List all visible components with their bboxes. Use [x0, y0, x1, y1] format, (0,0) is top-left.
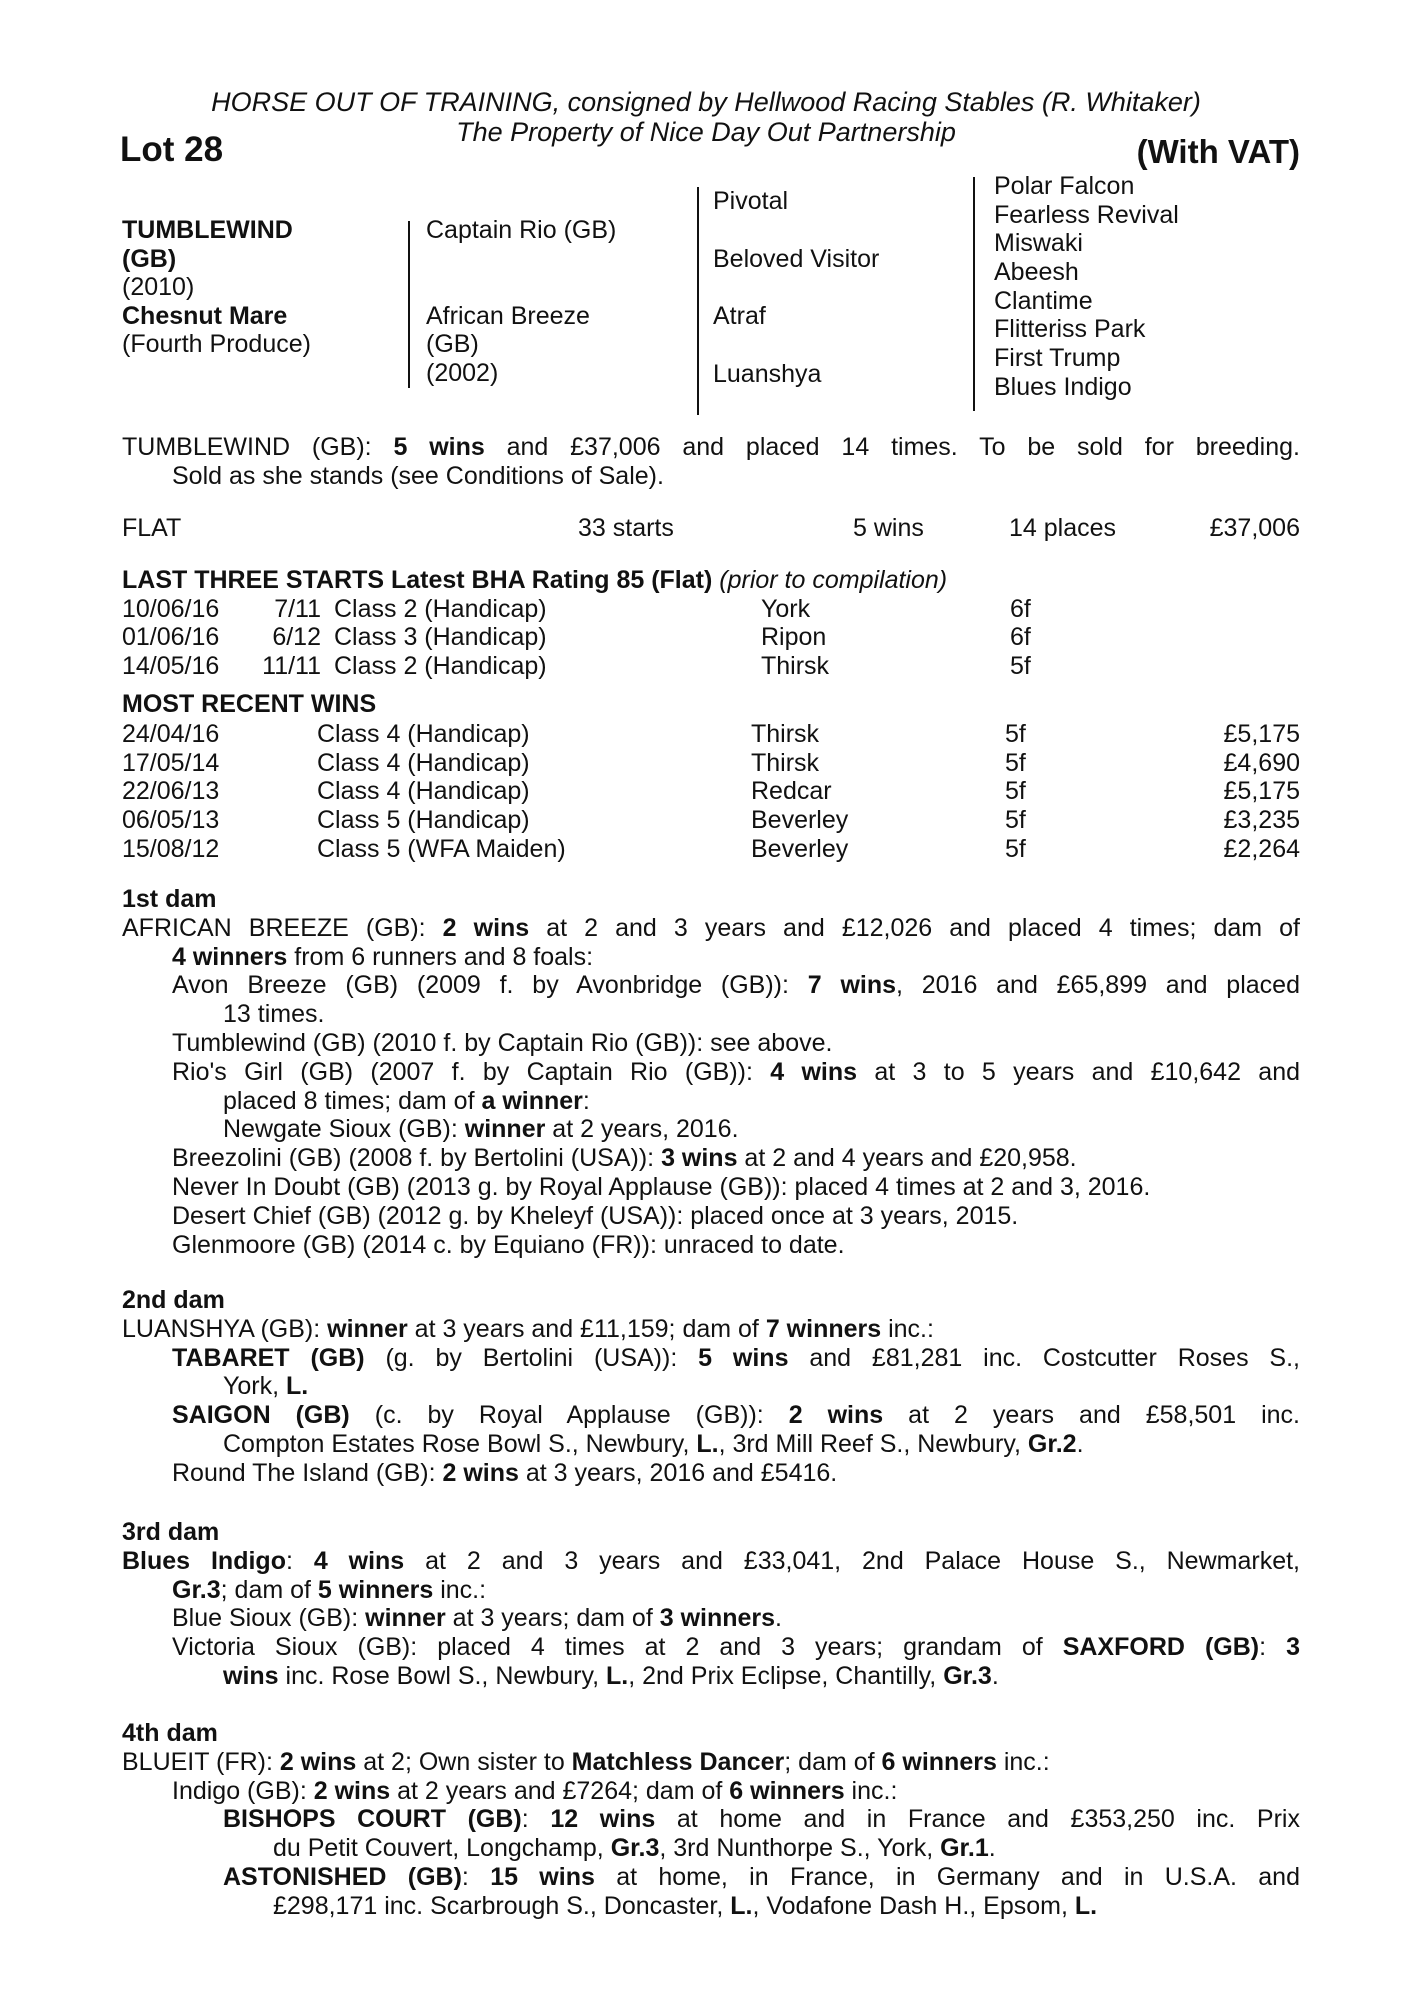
ancestor-gen4: Abeesh	[994, 258, 1079, 286]
text-line	[122, 1805, 1300, 1834]
text-line	[122, 1604, 1300, 1633]
text: TUMBLEWIND (GB):	[122, 433, 394, 461]
text-line	[122, 1173, 1300, 1202]
text: , 2nd Prix Eclipse, Chantilly,	[628, 1661, 944, 1690]
bold-text: 6 winners	[881, 1747, 997, 1776]
start-date: 10/06/16	[122, 595, 220, 623]
win-dist: 5f	[1005, 720, 1026, 748]
text-line	[122, 1000, 1300, 1029]
text-line	[122, 943, 1300, 972]
bold-text: 5 wins	[698, 1343, 789, 1372]
text: at home, in France, in Germany and in U.S.A. and	[594, 1862, 1300, 1891]
win-race: Class 4 (Handicap)	[317, 720, 530, 748]
text: (c. by Royal Applause (GB)):	[349, 1401, 789, 1430]
text: Newgate Sioux (GB):	[223, 1115, 465, 1144]
text: inc.:	[881, 1314, 934, 1343]
start-date: 01/06/16	[122, 623, 220, 651]
win-prize: £2,264	[1223, 834, 1300, 863]
last-three-note: (prior to compilation)	[719, 566, 948, 594]
text: at 2 and 3 years and £33,041, 2nd Palace House S., Newmarket,	[404, 1546, 1300, 1575]
ancestor-gen4: Miswaki	[994, 229, 1083, 257]
text-line	[122, 1315, 1300, 1344]
win-course: Redcar	[751, 777, 832, 806]
text: :	[1259, 1633, 1287, 1662]
text-line	[122, 1662, 1300, 1691]
start-pos: 11/11	[262, 652, 321, 680]
bold-text: TABARET (GB)	[172, 1343, 365, 1372]
text-line	[122, 971, 1300, 1000]
bold-text: a winner	[481, 1086, 583, 1115]
bold-text: 4th dam	[122, 1719, 218, 1747]
last-three-title: LAST THREE STARTS Latest BHA Rating 85 (Flat)	[122, 566, 713, 594]
text: from 6 runners and 8 foals:	[287, 942, 594, 971]
bold-text: 15 wins	[490, 1862, 595, 1891]
win-date: 24/04/16	[122, 720, 220, 748]
bold-text: L.	[286, 1372, 309, 1401]
bold-text: 1st dam	[122, 885, 217, 913]
text: Avon Breeze (GB) (2009 f. by Avonbridge (GB)):	[172, 971, 808, 1000]
text: AFRICAN BREEZE (GB):	[122, 913, 443, 942]
text: Sold as she stands (see Conditions of Sale).	[172, 461, 664, 490]
bold-text: 12 wins	[550, 1805, 656, 1834]
win-prize: £3,235	[1223, 806, 1300, 835]
win-prize: £4,690	[1223, 748, 1300, 777]
record-type: FLAT	[122, 514, 182, 542]
text: ; dam of	[784, 1747, 882, 1776]
bold-text: L.	[606, 1661, 629, 1690]
text: placed 8 times; dam of	[223, 1086, 482, 1115]
text: at 2 years, 2016.	[545, 1115, 739, 1144]
bold-text: Gr.3	[943, 1661, 992, 1690]
text: at 3 to 5 years and £10,642 and	[857, 1057, 1301, 1086]
bold-text: winner	[365, 1604, 446, 1633]
dam-year: (2002)	[426, 359, 499, 387]
second-dam-section	[122, 1286, 1300, 1488]
text-line	[122, 1777, 1300, 1806]
start-date: 14/05/16	[122, 652, 220, 680]
dam-country: (GB)	[426, 330, 479, 358]
bold-text: L.	[696, 1429, 719, 1458]
text-line	[122, 1430, 1300, 1459]
start-race: Class 2 (Handicap)	[334, 595, 547, 623]
text: Compton Estates Rose Bowl S., Newbury,	[223, 1429, 697, 1458]
ancestor-gen4: First Trump	[994, 344, 1121, 372]
first-dam-section	[122, 885, 1300, 1259]
bold-text: Gr.3	[610, 1834, 660, 1863]
text: Victoria Sioux (GB): placed 4 times at 2 and 3 years; grandam of	[172, 1633, 1063, 1662]
text: at 3 years; dam of	[445, 1604, 660, 1633]
win-dist: 5f	[1005, 834, 1026, 863]
text-line	[122, 1344, 1300, 1373]
text-line	[122, 1029, 1300, 1058]
bold-text: SAXFORD (GB)	[1062, 1633, 1260, 1662]
text-line	[122, 1144, 1300, 1173]
text-line	[122, 1401, 1300, 1430]
text: Never In Doubt (GB) (2013 g. by Royal Applause (GB)): placed 4 times at 2 and 3, 2016.	[172, 1172, 1151, 1201]
bold-text: 2 wins	[442, 913, 530, 942]
horse-sex: Chesnut Mare	[122, 302, 288, 330]
bold-text: 3	[1286, 1633, 1300, 1662]
text: at 2 years and £58,501 inc.	[883, 1401, 1301, 1430]
bold-text: 5 winners	[317, 1575, 434, 1604]
text: BLUEIT (FR):	[122, 1747, 280, 1776]
start-dist: 5f	[1010, 652, 1031, 680]
text: .	[775, 1604, 782, 1633]
ancestor-gen4: Polar Falcon	[994, 172, 1135, 200]
section-heading	[122, 885, 1300, 914]
text-line	[122, 1633, 1300, 1662]
text-line	[122, 1231, 1300, 1260]
text-line	[122, 1115, 1300, 1144]
win-race: Class 4 (Handicap)	[317, 748, 530, 777]
text: Glenmoore (GB) (2014 c. by Equiano (FR)): unraced to date.	[172, 1230, 845, 1259]
win-date: 22/06/13	[122, 777, 220, 806]
bold-text: 7 wins	[807, 971, 897, 1000]
record-starts: 33 starts	[578, 514, 674, 542]
text: and £81,281 inc. Costcutter Roses S.,	[788, 1343, 1301, 1372]
text-line	[122, 1834, 1300, 1863]
text: Rio's Girl (GB) (2007 f. by Captain Rio (GB)):	[172, 1057, 771, 1086]
win-date: 15/08/12	[122, 834, 220, 863]
grandsire-paternal: Pivotal	[713, 187, 789, 215]
text: , 3rd Mill Reef S., Newbury,	[718, 1429, 1028, 1458]
win-dist: 5f	[1005, 806, 1026, 835]
bold-text: 2 wins	[313, 1776, 391, 1805]
text-line	[122, 462, 1300, 491]
text-line	[122, 1372, 1300, 1401]
text: at 3 years and £11,159; dam of	[407, 1314, 766, 1343]
sire: Captain Rio (GB)	[426, 216, 617, 244]
section-heading	[122, 1518, 1300, 1547]
text: inc.:	[844, 1776, 898, 1805]
win-prize: £5,175	[1223, 720, 1300, 748]
section-heading	[122, 1286, 1300, 1315]
bold-text: L.	[730, 1891, 753, 1920]
bold-text: 4 wins	[770, 1057, 858, 1086]
text: at home and in France and £353,250 inc. Prix	[655, 1805, 1300, 1834]
win-dist: 5f	[1005, 748, 1026, 777]
granddam-paternal: Beloved Visitor	[713, 245, 880, 273]
bold-text: Matchless Dancer	[571, 1747, 785, 1776]
text-line	[122, 433, 1300, 462]
ancestor-gen4: Fearless Revival	[994, 201, 1179, 229]
bold-text: 7 winners	[765, 1314, 882, 1343]
produce-note: (Fourth Produce)	[122, 330, 311, 358]
text: Blue Sioux (GB):	[172, 1604, 366, 1633]
consignor-line: HORSE OUT OF TRAINING, consigned by Hellwood Racing Stables (R. Whitaker)	[211, 87, 1201, 117]
win-race: Class 5 (WFA Maiden)	[317, 834, 566, 863]
bold-text: 4 wins	[313, 1546, 405, 1575]
last-three-heading	[122, 566, 947, 595]
bold-text: 3 winners	[659, 1604, 776, 1633]
pedigree-bracket	[697, 187, 699, 415]
start-dist: 6f	[1010, 623, 1031, 651]
text: .	[1076, 1429, 1084, 1458]
text-line	[122, 1748, 1300, 1777]
horse-name: TUMBLEWIND	[122, 216, 293, 244]
dam-name: African Breeze	[426, 302, 590, 330]
text: ; dam of	[220, 1575, 318, 1604]
text: (g. by Bertolini (USA)):	[364, 1343, 699, 1372]
text-line	[122, 1863, 1300, 1892]
win-date: 17/05/14	[122, 748, 220, 777]
win-date: 06/05/13	[122, 806, 220, 835]
text-line	[122, 1087, 1300, 1116]
text: Tumblewind (GB) (2010 f. by Captain Rio (GB)): see above.	[172, 1028, 833, 1057]
bold-text: winner	[464, 1115, 546, 1144]
text-line	[122, 1202, 1300, 1231]
text: , Vodafone Dash H., Epsom,	[752, 1891, 1075, 1920]
start-dist: 6f	[1010, 595, 1031, 623]
text-line	[122, 1892, 1300, 1921]
win-race: Class 4 (Handicap)	[317, 777, 530, 806]
text: inc.:	[996, 1747, 1050, 1776]
start-pos: 6/12	[272, 623, 321, 651]
text: :	[521, 1805, 551, 1834]
start-race: Class 3 (Handicap)	[334, 623, 547, 651]
pedigree-bracket	[408, 221, 410, 388]
win-course: Thirsk	[751, 720, 820, 748]
text: 13 times.	[223, 1000, 325, 1029]
pedigree-bracket	[973, 177, 975, 411]
lot-number: Lot 28	[120, 130, 224, 169]
record-places: 14 places	[1009, 514, 1117, 542]
text: du Petit Couvert, Longchamp,	[273, 1834, 611, 1863]
bold-text: ASTONISHED (GB)	[223, 1862, 462, 1891]
ancestor-gen4: Blues Indigo	[994, 373, 1132, 401]
bold-text: 3 wins	[661, 1144, 738, 1173]
bold-text: 2nd dam	[122, 1286, 225, 1314]
vat-label: (With VAT)	[1136, 133, 1300, 170]
text: at 2 years and £7264; dam of	[390, 1776, 730, 1805]
bold-text: 6 winners	[729, 1776, 845, 1805]
text: inc.:	[433, 1575, 487, 1604]
win-course: Beverley	[751, 806, 849, 835]
text: £298,171 inc. Scarbrough S., Doncaster,	[273, 1891, 731, 1920]
text: inc. Rose Bowl S., Newbury,	[278, 1661, 607, 1690]
start-course: Ripon	[761, 623, 827, 651]
text-line	[122, 1576, 1300, 1605]
bold-text: Gr.1	[940, 1834, 989, 1863]
bold-text: SAIGON (GB)	[172, 1401, 350, 1430]
bold-text: Blues Indigo	[122, 1546, 286, 1575]
bold-text: Gr.2	[1027, 1429, 1077, 1458]
text: , 2016 and £65,899 and placed	[896, 971, 1300, 1000]
win-race: Class 5 (Handicap)	[317, 806, 530, 835]
recent-wins-heading: MOST RECENT WINS	[122, 690, 377, 718]
text: at 2 and 3 years and £12,026 and placed 4 times; dam of	[529, 913, 1300, 942]
text: :	[461, 1862, 491, 1891]
section-heading	[122, 1719, 1300, 1748]
win-course: Beverley	[751, 834, 849, 863]
text-line	[122, 1058, 1300, 1087]
grandsire-maternal: Atraf	[713, 302, 766, 330]
text: Round The Island (GB):	[172, 1458, 443, 1487]
bold-text: 2 wins	[279, 1747, 357, 1776]
bold-text: wins	[223, 1661, 279, 1690]
text-line	[122, 1459, 1300, 1488]
summary-section	[122, 433, 1300, 491]
bold-text: 2 wins	[442, 1458, 519, 1487]
text: .	[988, 1834, 996, 1863]
text: LUANSHYA (GB):	[122, 1314, 328, 1343]
start-course: York	[761, 595, 811, 623]
text: at 2 and 4 years and £20,958.	[737, 1144, 1077, 1173]
text: York,	[223, 1372, 287, 1401]
fourth-dam-section	[122, 1719, 1300, 1921]
property-line: The Property of Nice Day Out Partnership	[456, 117, 956, 147]
ancestor-gen4: Flitteriss Park	[994, 315, 1146, 343]
bold-text: 3rd dam	[122, 1518, 220, 1546]
text: Indigo (GB):	[172, 1776, 314, 1805]
start-race: Class 2 (Handicap)	[334, 652, 547, 680]
granddam-maternal: Luanshya	[713, 360, 822, 388]
bold-text: 4 winners	[172, 942, 288, 971]
bold-text: BISHOPS COURT (GB)	[223, 1805, 522, 1834]
text: and £37,006 and placed 14 times. To be sold for breeding.	[484, 433, 1300, 461]
start-course: Thirsk	[761, 652, 830, 680]
win-prize: £5,175	[1223, 777, 1300, 806]
win-dist: 5f	[1005, 777, 1026, 806]
bold-text: winner	[327, 1314, 408, 1343]
horse-country: (GB)	[122, 245, 177, 273]
text: Breezolini (GB) (2008 f. by Bertolini (USA)):	[172, 1144, 662, 1173]
text: .	[991, 1661, 999, 1690]
bold-text: 2 wins	[788, 1401, 884, 1430]
text: at 2; Own sister to	[356, 1747, 572, 1776]
text: at 3 years, 2016 and £5416.	[518, 1458, 838, 1487]
bold-text: L.	[1074, 1891, 1098, 1920]
record-wins: 5 wins	[853, 514, 924, 542]
bold-text: Gr.3	[172, 1575, 221, 1604]
horse-year: (2010)	[122, 273, 195, 301]
text: :	[582, 1086, 590, 1115]
text-line	[122, 914, 1300, 943]
third-dam-section	[122, 1518, 1300, 1691]
text: , 3rd Nunthorpe S., York,	[659, 1834, 941, 1863]
start-pos: 7/11	[274, 595, 321, 623]
ancestor-gen4: Clantime	[994, 287, 1093, 315]
text-line	[122, 1547, 1300, 1576]
text: Desert Chief (GB) (2012 g. by Kheleyf (USA)): placed once at 3 years, 2015.	[172, 1201, 1019, 1230]
bold-text: 5 wins	[393, 433, 485, 461]
record-prize: £37,006	[1209, 514, 1300, 542]
win-course: Thirsk	[751, 748, 820, 777]
text: :	[285, 1546, 314, 1575]
